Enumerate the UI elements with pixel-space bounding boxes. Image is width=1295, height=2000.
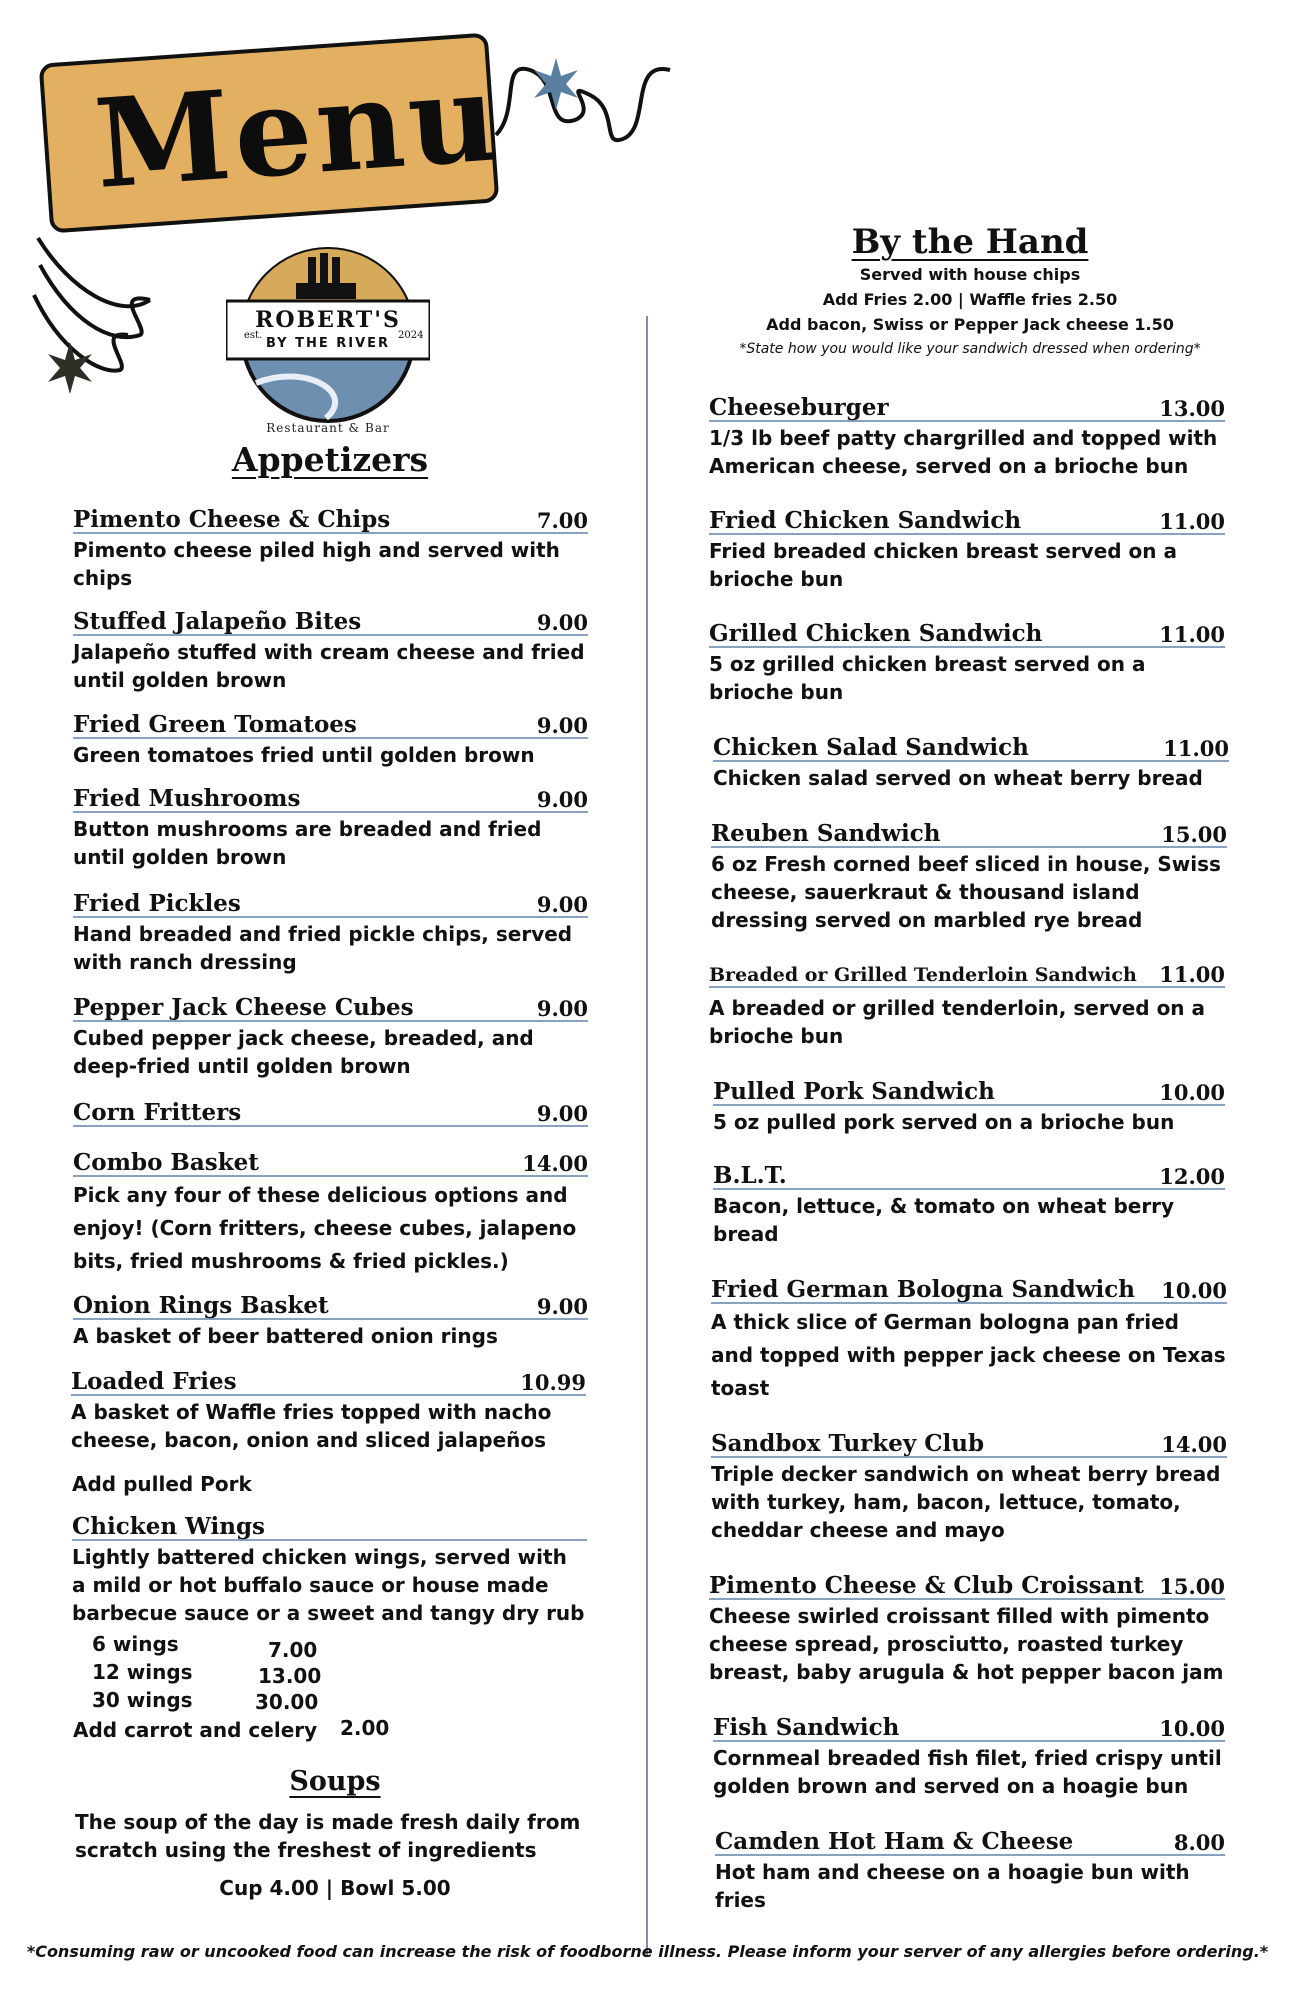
- item-desc: Fried breaded chicken breast served on a brioche bun: [709, 539, 1177, 591]
- item-price: 9.00: [536, 610, 588, 635]
- item-name: Pimento Cheese & Chips: [73, 506, 391, 533]
- menu-item: [73, 610, 588, 694]
- item-desc: 6 oz Fresh corned beef sliced in house, Swiss cheese, sauerkraut & thousand island dressing served on marbled rye bread: [711, 852, 1221, 932]
- item-price: 10.00: [1159, 1716, 1225, 1741]
- menu-title: Menu: [90, 44, 506, 216]
- allergy-disclaimer: *Consuming raw or uncooked food can increase the risk of foodborne illness. Please inform your server of any allergies before ordering.*: [26, 1942, 1269, 1961]
- menu-item: [715, 1830, 1225, 1914]
- wings-6-price: 7.00: [268, 1638, 318, 1662]
- item-price: 9.00: [536, 996, 588, 1021]
- item-desc: 1/3 lb beef patty chargrilled and topped with American cheese, served on a brioche bun: [709, 426, 1218, 478]
- item-desc: Pick any four of these delicious options and enjoy! (Corn fritters, cheese cubes, jalapeno bits, fried mushrooms & fried pickles.): [73, 1183, 577, 1273]
- logo-year: 2024: [398, 330, 424, 341]
- item-name: Fried Chicken Sandwich: [709, 507, 1022, 534]
- item-price: 15.00: [1159, 1574, 1225, 1599]
- menu-item: [73, 1294, 588, 1350]
- item-name: Fish Sandwich: [713, 1714, 900, 1741]
- wings-addon-price: 2.00: [340, 1716, 390, 1740]
- item-desc: Hot ham and cheese on a hoagie bun with fries: [715, 1860, 1190, 1912]
- item-name: Cheeseburger: [709, 394, 889, 421]
- menu-item: [73, 892, 588, 976]
- swoosh-icon: [38, 238, 150, 306]
- item-name: Combo Basket: [73, 1149, 259, 1176]
- item-price: 10.00: [1161, 1278, 1227, 1303]
- menu-item: [709, 509, 1225, 593]
- logo-sub: BY THE RIVER: [265, 336, 391, 351]
- item-desc: Cheese swirled croissant filled with pimento cheese spread, prosciutto, roasted turkey breast, baby arugula & hot pepper bacon jam: [709, 1604, 1224, 1684]
- wings-6-label: 6 wings: [92, 1632, 179, 1656]
- menu-item: [73, 1101, 588, 1127]
- item-name: Camden Hot Ham & Cheese: [715, 1828, 1074, 1855]
- item-name: Fried Pickles: [73, 890, 241, 917]
- menu-item: [713, 736, 1229, 792]
- item-name: Loaded Fries: [71, 1368, 237, 1395]
- item-desc: 5 oz grilled chicken breast served on a brioche bun: [709, 652, 1146, 704]
- item-price: 9.00: [536, 1101, 588, 1126]
- menu-item: [711, 1278, 1227, 1405]
- logo-tagline: Restaurant & Bar: [266, 421, 390, 435]
- menu-item: [72, 1515, 587, 1627]
- item-desc: Cubed pepper jack cheese, breaded, and deep-fried until golden brown: [73, 1026, 534, 1078]
- item-desc: Hand breaded and fried pickle chips, served with ranch dressing: [73, 922, 573, 974]
- item-desc: Pimento cheese piled high and served with chips: [73, 538, 560, 590]
- menu-item: [713, 1716, 1225, 1800]
- item-name: Pimento Cheese & Club Croissant: [709, 1572, 1144, 1599]
- item-name: Fried German Bologna Sandwich: [711, 1276, 1136, 1303]
- item-name: Pulled Pork Sandwich: [713, 1078, 995, 1105]
- menu-item: [73, 508, 588, 592]
- item-price: 9.00: [536, 713, 588, 738]
- menu-item: [713, 1080, 1225, 1136]
- wings-30-price: 30.00: [255, 1690, 319, 1714]
- column-divider: [646, 316, 648, 1956]
- item-price: 9.00: [536, 892, 588, 917]
- info-line: Add bacon, Swiss or Pepper Jack cheese 1.50: [766, 315, 1174, 334]
- item-name: Sandbox Turkey Club: [711, 1430, 985, 1457]
- item-desc: 5 oz pulled pork served on a brioche bun: [713, 1110, 1175, 1134]
- item-name: Chicken Wings: [72, 1513, 265, 1540]
- menu-item: [73, 1151, 588, 1278]
- wings-30-label: 30 wings: [92, 1688, 193, 1712]
- item-name: Fried Green Tomatoes: [73, 711, 357, 738]
- wings-addon-label: Add carrot and celery: [73, 1718, 318, 1742]
- item-desc: Triple decker sandwich on wheat berry bread with turkey, ham, bacon, lettuce, tomato, cheddar cheese and mayo: [711, 1462, 1221, 1542]
- item-name: Fried Mushrooms: [73, 785, 301, 812]
- item-price: 10.99: [520, 1370, 586, 1395]
- star-icon: [534, 58, 578, 110]
- item-price: 11.00: [1163, 736, 1229, 761]
- item-price: 8.00: [1173, 1830, 1225, 1855]
- item-desc: Bacon, lettuce, & tomato on wheat berry bread: [713, 1194, 1175, 1246]
- menu-item: [73, 996, 588, 1080]
- menu-item: [713, 1164, 1225, 1248]
- menu-item: [709, 964, 1225, 1050]
- info-line: Add Fries 2.00 | Waffle fries 2.50: [822, 290, 1118, 309]
- item-name: Grilled Chicken Sandwich: [709, 620, 1043, 647]
- by-the-hand-info: [700, 262, 1240, 362]
- item-desc: A basket of Waffle fries topped with nacho cheese, bacon, onion and sliced jalapeños: [71, 1400, 552, 1452]
- item-name: Pepper Jack Cheese Cubes: [73, 994, 414, 1021]
- item-desc: A thick slice of German bologna pan fried and topped with pepper jack cheese on Texas toast: [711, 1310, 1226, 1400]
- menu-item: [711, 822, 1227, 934]
- item-price: 15.00: [1161, 822, 1227, 847]
- star-icon: [48, 342, 92, 394]
- item-desc: Lightly battered chicken wings, served with a mild or hot buffalo sauce or house made barbecue sauce or a sweet and tangy dry rub: [72, 1545, 585, 1625]
- item-price: 11.00: [1159, 509, 1225, 534]
- by-the-hand-title: By the Hand: [851, 222, 1089, 262]
- menu-item: [711, 1432, 1227, 1544]
- menu-item: [709, 1574, 1225, 1686]
- menu-item: [71, 1370, 586, 1454]
- item-price: 9.00: [536, 1294, 588, 1319]
- swoosh-icon: [34, 295, 128, 371]
- logo-name: ROBERT'S: [255, 307, 401, 333]
- item-desc: Jalapeño stuffed with cream cheese and fried until golden brown: [73, 640, 585, 692]
- item-price: 7.00: [536, 508, 588, 533]
- soups-desc: The soup of the day is made fresh daily from scratch using the freshest of ingredients: [75, 1810, 581, 1862]
- item-price: 12.00: [1159, 1164, 1225, 1189]
- loaded-fries-addon: Add pulled Pork: [72, 1472, 252, 1496]
- item-name: Chicken Salad Sandwich: [713, 734, 1029, 761]
- item-desc: A basket of beer battered onion rings: [73, 1324, 498, 1348]
- item-price: 11.00: [1159, 962, 1225, 987]
- soups-title: Soups: [289, 1766, 381, 1797]
- squiggle-right-icon: [496, 69, 670, 141]
- menu-item: [709, 622, 1225, 706]
- info-line: Served with house chips: [859, 265, 1081, 284]
- soups-prices: Cup 4.00 | Bowl 5.00: [219, 1876, 451, 1900]
- item-price: 14.00: [522, 1151, 588, 1176]
- item-name: Corn Fritters: [73, 1099, 242, 1126]
- item-name: Onion Rings Basket: [73, 1292, 329, 1319]
- swoosh-icon: [40, 265, 150, 337]
- item-price: 11.00: [1159, 622, 1225, 647]
- item-desc: Green tomatoes fried until golden brown: [73, 743, 535, 767]
- logo-est: est.: [244, 330, 263, 341]
- item-price: 13.00: [1159, 396, 1225, 421]
- menu-item: [709, 396, 1225, 480]
- wings-12-label: 12 wings: [92, 1660, 193, 1684]
- item-price: 10.00: [1159, 1080, 1225, 1105]
- info-note: *State how you would like your sandwich dressed when ordering*: [739, 341, 1201, 357]
- item-price: 9.00: [536, 787, 588, 812]
- appetizers-title: Appetizers: [231, 440, 429, 479]
- menu-item: [73, 713, 588, 769]
- wings-12-price: 13.00: [258, 1664, 322, 1688]
- menu-item: [73, 787, 588, 871]
- restaurant-logo: [226, 243, 430, 433]
- item-name: B.L.T.: [713, 1162, 787, 1189]
- item-name: Stuffed Jalapeño Bites: [73, 608, 362, 635]
- item-name: Reuben Sandwich: [711, 820, 941, 847]
- item-desc: A breaded or grilled tenderloin, served on a brioche bun: [709, 996, 1206, 1048]
- item-desc: Button mushrooms are breaded and fried until golden brown: [73, 817, 542, 869]
- item-desc: Chicken salad served on wheat berry bread: [713, 766, 1203, 790]
- item-desc: Cornmeal breaded fish filet, fried crispy until golden brown and served on a hoagie bun: [713, 1746, 1222, 1798]
- item-price: 14.00: [1161, 1432, 1227, 1457]
- item-name: Breaded or Grilled Tenderloin Sandwich: [709, 964, 1137, 986]
